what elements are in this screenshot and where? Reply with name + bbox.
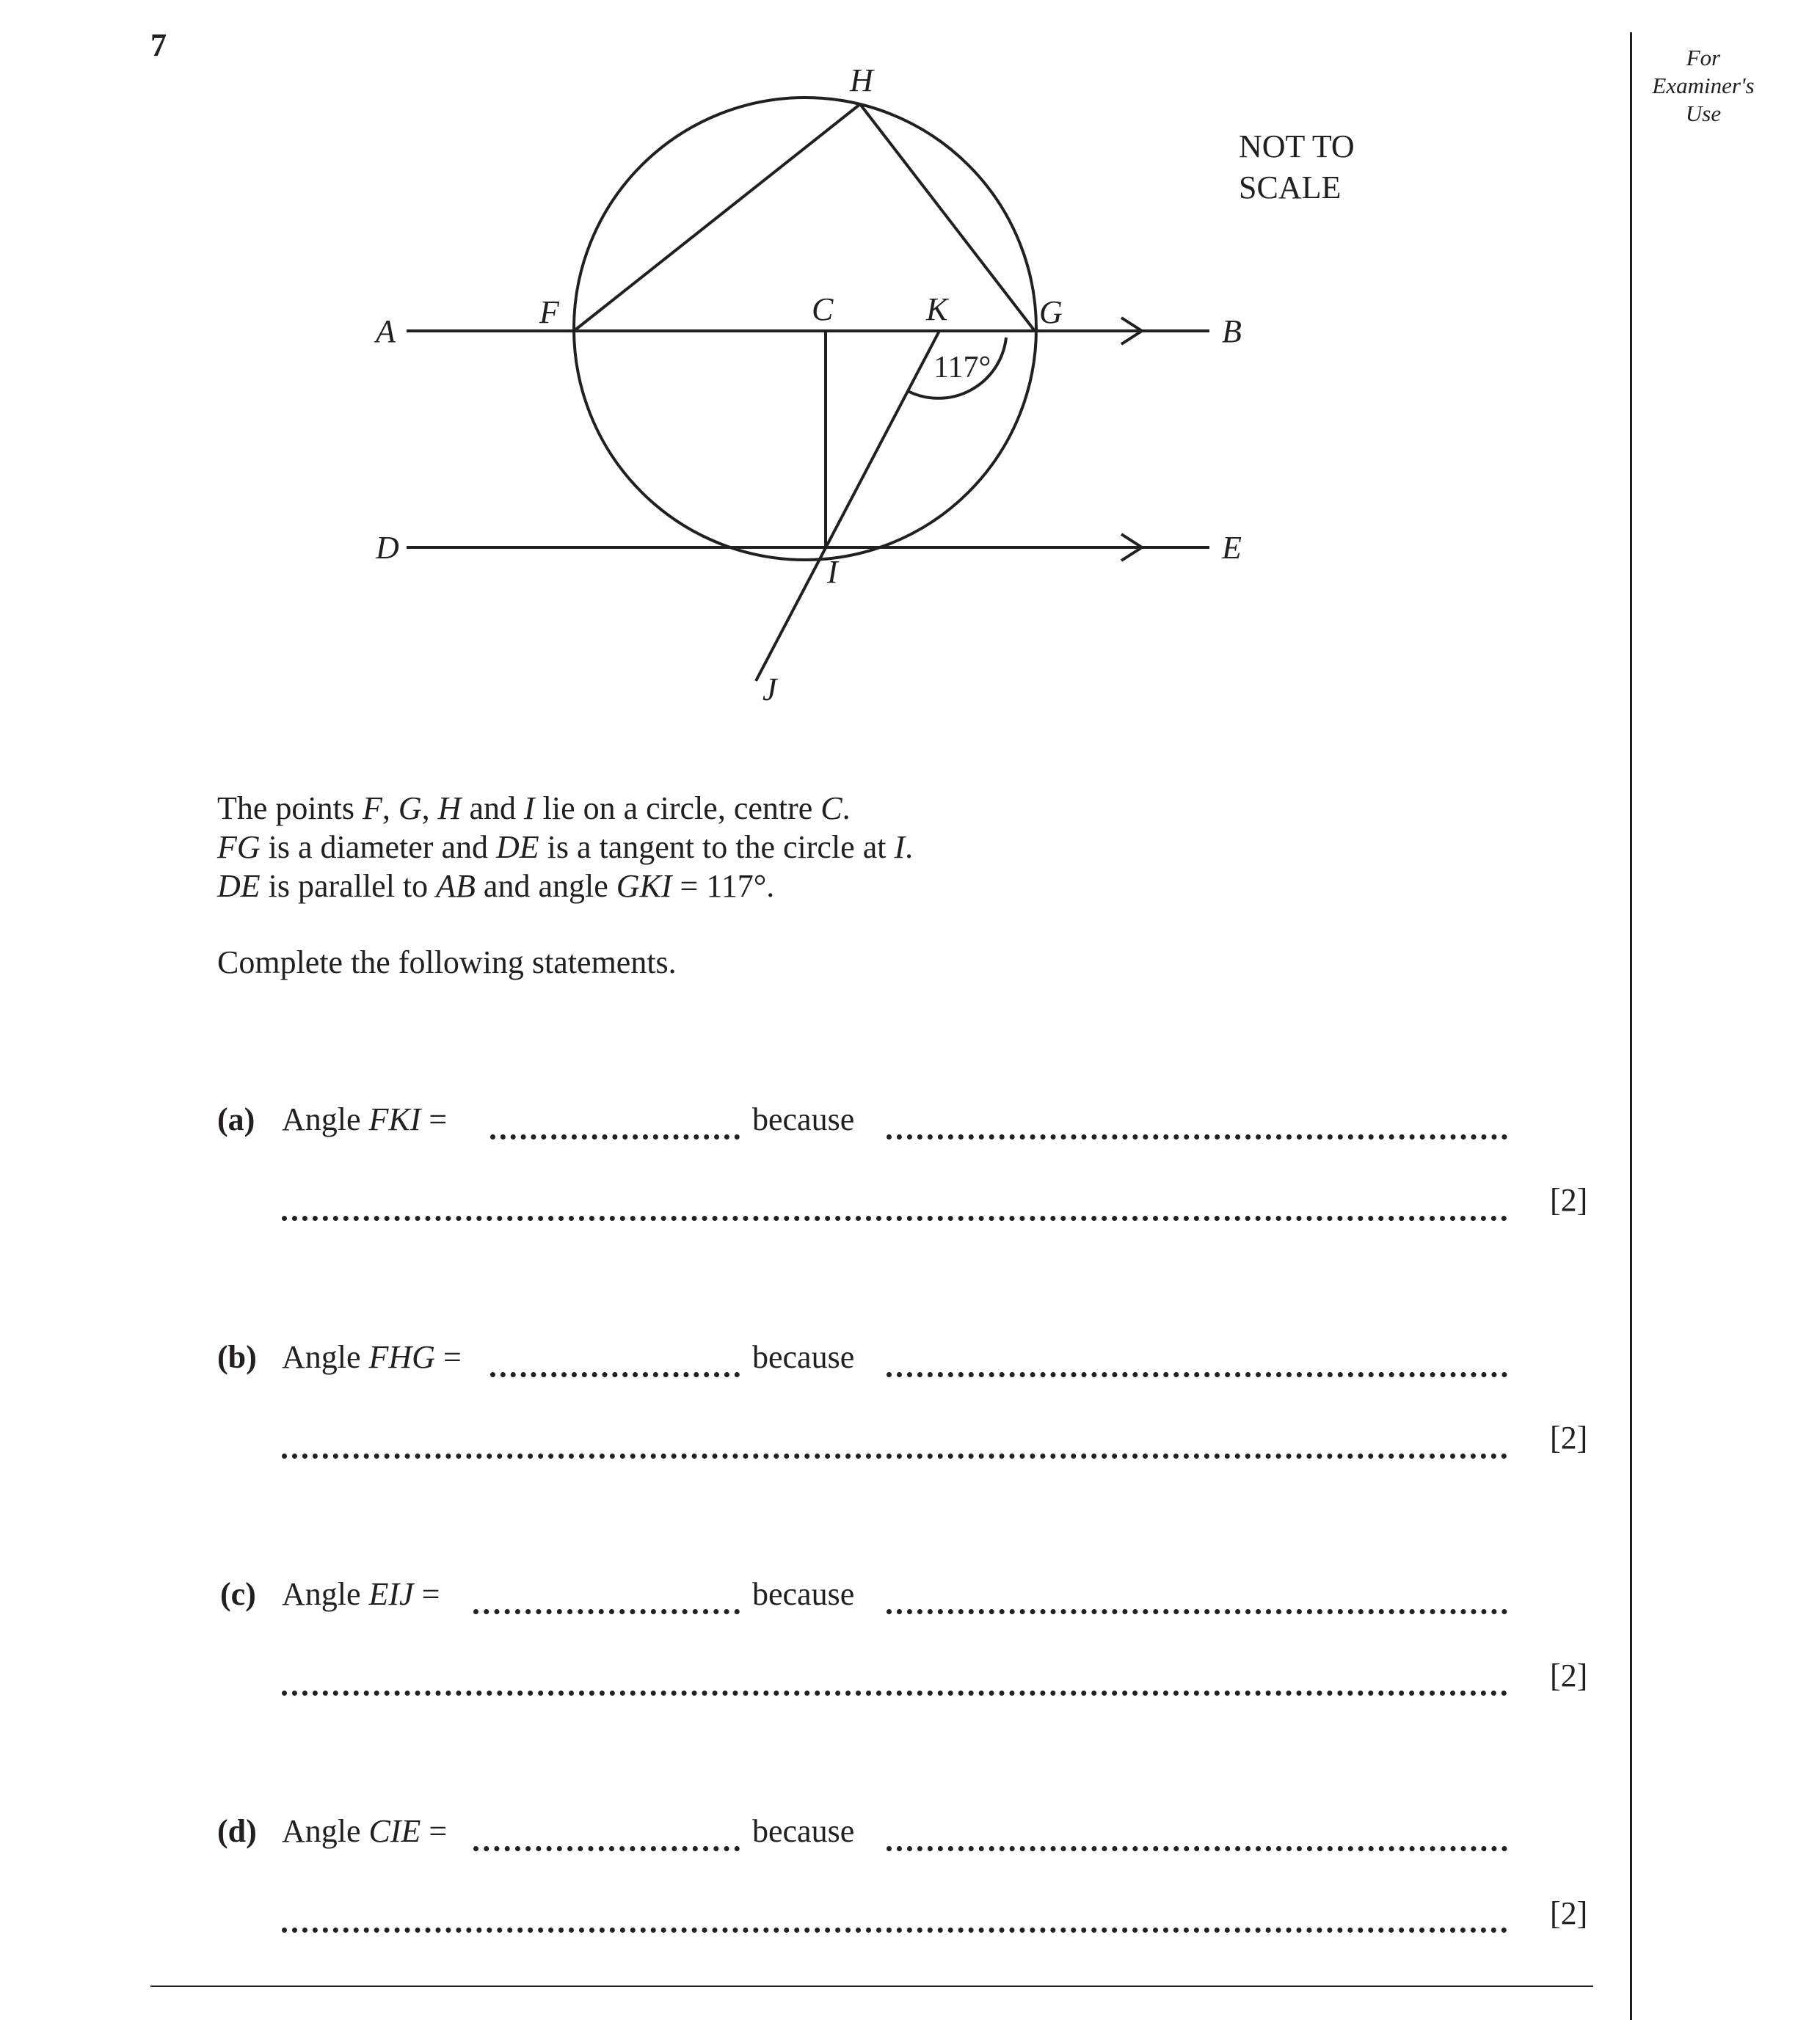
part-c-angle-answer-line[interactable] (473, 1609, 740, 1614)
label-i: I (827, 554, 838, 590)
part-a-reason-answer-line-2[interactable] (282, 1216, 1507, 1221)
text-segment: . (842, 790, 851, 826)
part-b-prompt (282, 1338, 462, 1376)
intro-line-2 (217, 828, 913, 867)
part-d-marks: [2] (1550, 1895, 1588, 1931)
angle-name: FHG (368, 1339, 435, 1375)
text-segment: = (421, 1101, 448, 1137)
part-b-reason-answer-line-1[interactable] (887, 1372, 1507, 1377)
text-segment: = 117°. (671, 868, 775, 904)
point-name: DE (495, 829, 539, 865)
part-a-because: because (752, 1101, 855, 1137)
part-a-label: (a) (217, 1101, 255, 1137)
part-d-angle-answer-line[interactable] (473, 1846, 740, 1851)
bottom-rule (150, 1986, 1593, 1987)
examiner-line-2: Examiner's (1652, 73, 1755, 98)
text-segment: Angle (282, 1101, 369, 1137)
part-c-label: (c) (220, 1576, 256, 1612)
text-segment: , (421, 790, 438, 826)
point-name: I (523, 790, 535, 826)
part-a-reason-answer-line-1[interactable] (887, 1134, 1507, 1140)
part-c-because: because (752, 1576, 855, 1612)
instruction-text: Complete the following statements. (217, 944, 677, 980)
point-name: AB (436, 868, 476, 904)
point-name: GKI (616, 868, 672, 904)
label-c: C (812, 291, 834, 327)
label-f: F (539, 294, 559, 330)
part-a-marks: [2] (1550, 1182, 1588, 1218)
part-b-marks: [2] (1550, 1420, 1588, 1456)
angle-label-117: 117° (933, 351, 991, 384)
part-c-reason-answer-line-1[interactable] (887, 1609, 1507, 1614)
point-name: C (820, 790, 842, 826)
text-segment: = (421, 1813, 448, 1849)
part-d-label: (d) (217, 1813, 257, 1849)
label-e: E (1222, 530, 1242, 566)
text-segment: The points (217, 790, 363, 826)
text-segment: Angle (282, 1339, 369, 1375)
text-segment: is a tangent to the circle at (539, 829, 895, 865)
point-name: DE (217, 868, 261, 904)
text-segment: Angle (282, 1576, 369, 1612)
text-segment: = (434, 1339, 462, 1375)
not-to-scale-line-2: SCALE (1239, 169, 1342, 205)
angle-name: CIE (368, 1813, 421, 1849)
label-b: B (1222, 313, 1242, 349)
label-a: A (376, 313, 396, 349)
text-segment: , (382, 790, 398, 826)
not-to-scale-line-1: NOT TO (1239, 128, 1355, 164)
circle (574, 98, 1036, 560)
angle-name: EIJ (368, 1576, 414, 1612)
part-c-marks: [2] (1550, 1658, 1588, 1693)
point-name: H (437, 790, 462, 826)
intro-text (217, 789, 913, 905)
part-c-prompt (282, 1575, 440, 1613)
part-b-reason-answer-line-2[interactable] (282, 1454, 1507, 1459)
text-segment: . (905, 829, 914, 865)
label-k: K (926, 291, 948, 327)
part-b-angle-answer-line[interactable] (490, 1372, 740, 1377)
part-d-because: because (752, 1813, 855, 1849)
text-segment: is a diameter and (260, 829, 496, 865)
text-segment: and (461, 790, 524, 826)
part-b-label: (b) (217, 1339, 257, 1375)
part-a-prompt (282, 1101, 447, 1138)
circle-diagram (0, 0, 1820, 734)
point-name: FG (217, 829, 261, 865)
line-kj (756, 331, 939, 681)
intro-line-1 (217, 789, 913, 828)
label-g: G (1039, 294, 1063, 330)
text-segment: lie on a circle, centre (534, 790, 821, 826)
part-d-reason-answer-line-1[interactable] (887, 1846, 1507, 1851)
examiner-line-1: For (1686, 45, 1721, 70)
point-name: G (398, 790, 422, 826)
label-d: D (376, 530, 399, 566)
part-d-prompt (282, 1812, 447, 1850)
part-d-reason-answer-line-2[interactable] (282, 1928, 1507, 1933)
text-segment: = (413, 1576, 440, 1612)
label-j: J (762, 671, 777, 707)
text-segment: is parallel to (260, 868, 437, 904)
text-segment: and angle (475, 868, 616, 904)
examiner-line-3: Use (1685, 101, 1722, 126)
angle-name: FKI (368, 1101, 421, 1137)
point-name: F (362, 790, 382, 826)
part-c-reason-answer-line-2[interactable] (282, 1691, 1507, 1696)
text-segment: Angle (282, 1813, 369, 1849)
not-to-scale-note (1239, 126, 1355, 208)
label-h: H (850, 62, 873, 98)
part-a-angle-answer-line[interactable] (490, 1134, 740, 1140)
intro-line-3 (217, 867, 913, 905)
question-number: 7 (150, 27, 167, 63)
part-b-because: because (752, 1339, 855, 1375)
point-name: I (894, 829, 906, 865)
